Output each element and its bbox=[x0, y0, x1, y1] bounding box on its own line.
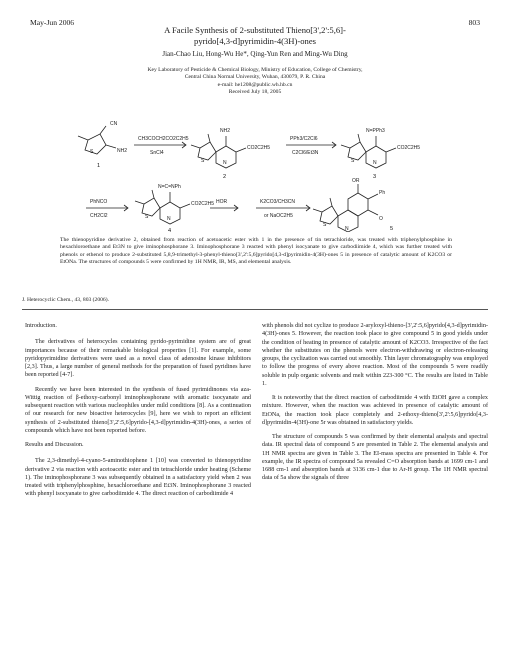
journal-reference: J. Heterocyclic Chem., 43, 803 (2006). bbox=[22, 297, 109, 303]
compound-1-label: 1 bbox=[97, 163, 101, 169]
nitrogen-label-5: N bbox=[345, 226, 349, 232]
reagent-1-bottom: SnCl4 bbox=[150, 150, 164, 156]
reagent-3-top: PhNCO bbox=[90, 199, 108, 205]
sulfur-label-1: S bbox=[90, 149, 94, 155]
compound-2-label: 2 bbox=[223, 174, 227, 180]
author-list: Jian-Chao Liu, Hong-Wu He*, Qing-Yun Ren and Ming-Wu Ding bbox=[162, 50, 348, 58]
section-heading-introduction: Introduction. bbox=[25, 323, 57, 329]
cn-label-1: CN bbox=[110, 121, 118, 127]
reaction-scheme-drawing bbox=[60, 112, 452, 232]
reagent-1-top: CH3COCH2CO2C2H5 bbox=[138, 136, 189, 142]
iminophosphorane-label: N=PPh3 bbox=[366, 128, 385, 134]
paragraph: The structure of compounds 5 was confirmed by their elemental analysis and spectral data. IR spectral data of compound 5 are presented in Table 2. The elemental analysis and 1H NMR spectra are given in Table 3. The EI-mass spectra are presented in Table 4. For example, the IR spectra of compound 5a revealed C=O absorption bands at 1699 cm-1 and 1688 cm-1 and absorption bands at 3136 cm-1 due to Ar-H group. The 1H NMR spectral data of 5a show the signals of three bbox=[262, 434, 488, 482]
title-line-2: pyrido[4,3-d]pyrimidin-4(3H)-ones bbox=[194, 35, 316, 46]
abstract: The thienopyridine derivative 2, obtained from reaction of acetoacetic ester with 1 in the presence of tin tetrachloride, was treated with triphenylphosphine in hexachloroethane and Et3N to give iminophosphorane 3. Iminophosphorane 3 reacted with phenyl isocyanate to give carbodiimide 4, which was further treated with phenols or ethenol to produce 2-substituted 5,8,9-trimethyl-3-phenyl-thieno[3',2':5,6]pyrido[4,3-d]pyrimidin-4(3H)-ones 5 in presence of catalytic amount of K2CO3 or EtONa. The structures of compounds 5 were confirmed by 1H NMR, IR, MS, and elemental analysis. bbox=[60, 237, 452, 266]
sulfur-label-4: S bbox=[145, 214, 149, 220]
paragraph: The 2,3-dimethyl-4-cyano-5-aminothiophene 1 [10] was converted to thienopyridine derivative 2 via reaction with acetoacetic ester and tin tetrachloride under heating (Scheme 1). The iminophosphorane 3 was subsequently obtained in a satisfactory yield when 2 was treated with triphenylphosphine, hexachloroethane and Et3N. Iminophosphorane 3 reacted with phenyl isocyanate to give carbodiimide 4. The direct reaction of carbodiimide 4 bbox=[25, 458, 251, 498]
reagent-2-top: PPh3/C2Cl6 bbox=[290, 136, 318, 142]
affiliation-block bbox=[0, 67, 510, 97]
running-header-date: May-Jun 2006 bbox=[30, 18, 75, 27]
section-heading-results: Results and Discussion. bbox=[25, 442, 84, 448]
carbonyl-o-label-5: O bbox=[379, 216, 383, 222]
ph-label-5: Ph bbox=[379, 190, 386, 196]
horizontal-rule bbox=[22, 309, 488, 310]
affiliation-line-1: Key Laboratory of Pesticide & Chemical Biology, Ministry of Education, College of Chemistry, bbox=[147, 67, 363, 73]
nh2-label-2: NH2 bbox=[220, 128, 231, 134]
reagent-3-bottom: CH2Cl2 bbox=[90, 213, 108, 219]
co2c2h5-label-3: CO2C2H5 bbox=[397, 145, 421, 151]
page-number: 803 bbox=[468, 18, 480, 27]
body-column-right bbox=[262, 322, 488, 489]
reagent-5-bottom: or NaOC2H5 bbox=[264, 213, 293, 219]
received-date: Received July 18, 2005 bbox=[228, 89, 282, 96]
compound-3-label: 3 bbox=[373, 174, 377, 180]
pyrimidinone-ring-5 bbox=[348, 193, 368, 216]
nitrogen-label-4: N bbox=[167, 216, 171, 222]
title-line-1: A Facile Synthesis of 2-substituted Thieno[3',2':5,6]- bbox=[164, 25, 346, 35]
nitrogen-label-2: N bbox=[223, 160, 227, 166]
reagent-2-bottom: C2Cl6/Et3N bbox=[292, 150, 319, 156]
paragraph: The derivatives of heterocycles containing pyrido-pyrimidine system are of great importances because of their remarkable biological properties [1]. For example, some pyridopyrimidine derivatives were used as a novel class of adenosine kinase inhibitors [2,3]. Thus, a large number of general methods for the preparation of fused pyridines have been reported [4-7]. bbox=[25, 339, 251, 379]
or-label-5: OR bbox=[352, 178, 360, 184]
paragraph: with phenols did not cyclize to produce 2-aryloxyl-thieno-[3',2':5,6]pyrido[4,3-d]pyrimidin-4(3H)-ones 5. However, the reaction took place to give compound 5 in good yields under the condition of heating in presence of catalytic amount of K2CO3. Irrespective of the fact whether the substitutes on the phenols were electron-withdrawing or electron-releasing groups, the cyclization was carried out smoothly. Thin layer chromatography was employed to follow the progress of every above reaction. Most of the compounds 5 were readily soluble in pulp organic solvents and melt within 223-300 °C. The results are listed in Table 1. bbox=[262, 323, 488, 387]
email-line: e-mail: he1208@public.wh.hb.cn bbox=[217, 81, 293, 88]
thiophene-ring-1 bbox=[85, 134, 106, 154]
co2c2h5-label-4: CO2C2H5 bbox=[191, 201, 215, 207]
co2c2h5-label-2: CO2C2H5 bbox=[247, 145, 271, 151]
compound-5-label: 5 bbox=[390, 226, 394, 232]
compound-4-label: 4 bbox=[168, 228, 172, 232]
affiliation-line-2: Central China Normal University, Wuhan, 430079, P. R. China bbox=[184, 74, 326, 81]
sulfur-label-5: S bbox=[323, 222, 327, 228]
nh2-label-1: NH2 bbox=[117, 148, 128, 154]
body-column-left bbox=[25, 322, 251, 505]
reagent-4-label: HOR bbox=[216, 199, 228, 205]
sulfur-label-3: S bbox=[351, 158, 355, 164]
reaction-scheme bbox=[60, 112, 452, 232]
carbodiimide-label: N=C=NPh bbox=[158, 184, 181, 190]
paragraph: Recently we have been interested in the synthesis of fused pyrimidinones via aza-Wittig reaction of β-ethoxy-carbonyl iminophosphorane with aromatic isocyanate and subsequent reaction with various nucleophiles under mild conditions [8]. As a continuation of our research for new bioactive heterocycles [9], here we wish to report an efficient synthesis of 2-substituted thieno[3',2':5,6]pyrido-[4,3-d]pyrimidin-4(3H)-ones, a series of compounds which have not been reported before. bbox=[25, 386, 251, 434]
reagent-5-top: K2CO3/CH3CN bbox=[260, 199, 296, 205]
sulfur-label-2: S bbox=[201, 158, 205, 164]
nitrogen-label-3: N bbox=[373, 160, 377, 166]
paragraph: It is noteworthy that the direct reaction of carbodiimide 4 with EtOH gave a complex mixture. However, when the reaction was achieved in presence of catalytic amount of EtONa, the reaction took place completely and 2-ethoxy-thieno[3',2':5,6]pyrido[4,3-d]pyrimidin-4(3H)-one 5r was obtained in satisfactory yields. bbox=[262, 395, 488, 426]
article-title bbox=[0, 25, 510, 46]
